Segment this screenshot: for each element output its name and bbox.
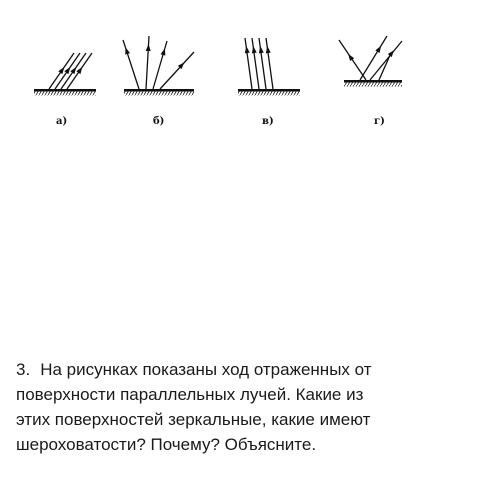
arrowhead <box>161 47 168 55</box>
question-text <box>16 357 486 457</box>
panel-label: а) <box>56 116 68 127</box>
ray <box>360 36 387 80</box>
question-line: шероховатости? Почему? Объясните. <box>16 435 317 454</box>
mirror-surface <box>34 89 96 92</box>
ray <box>266 38 273 89</box>
mirror-surface <box>238 89 300 92</box>
reflection-diagram <box>0 0 500 140</box>
ray <box>252 38 259 89</box>
question-line <box>16 357 486 382</box>
surface-hatching <box>344 83 402 87</box>
ray <box>339 40 366 80</box>
surface-hatching <box>124 92 194 96</box>
surface-hatching <box>238 92 300 96</box>
panel-d <box>339 36 402 127</box>
rough-surface <box>124 89 194 92</box>
panel-label: в) <box>262 116 274 127</box>
ray <box>245 38 252 89</box>
panel-a <box>34 53 96 127</box>
ray <box>123 40 139 89</box>
panel-c <box>238 38 300 127</box>
panel-b <box>123 36 194 127</box>
question-line: этих поверхностей зеркальные, какие имеют <box>16 410 371 429</box>
ray <box>259 38 266 89</box>
question-line-text: На рисунках показаны ход отраженных от <box>40 360 372 379</box>
arrowhead <box>123 46 130 54</box>
ray <box>370 41 402 80</box>
panel-label: г) <box>374 116 385 127</box>
ray <box>160 52 194 89</box>
question-number: 3. <box>16 360 31 379</box>
rough-surface <box>344 80 402 83</box>
ray <box>146 36 149 89</box>
ray <box>153 41 167 89</box>
panel-label: б) <box>153 116 165 127</box>
question-line: поверхности параллельных лучей. Какие из <box>16 385 364 404</box>
arrowhead <box>146 44 151 51</box>
arrowhead <box>375 44 383 53</box>
surface-hatching <box>34 92 96 96</box>
